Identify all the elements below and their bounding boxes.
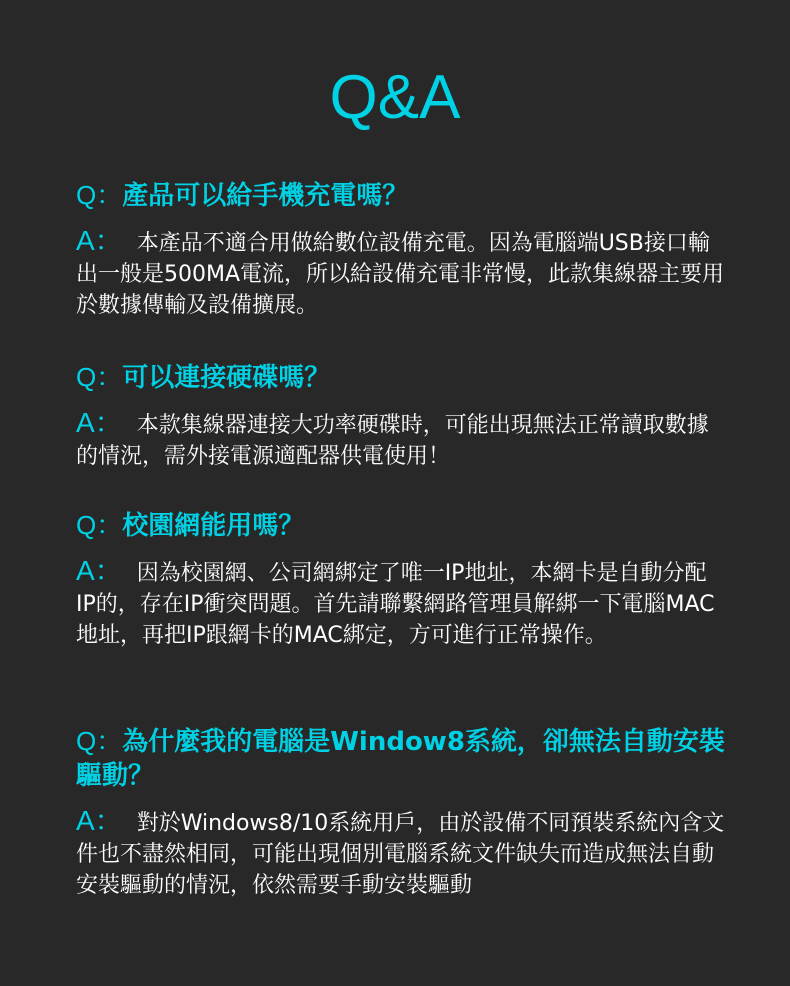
answer-1: [76, 225, 726, 321]
answer-text: 本產品不適合用做給數位設備充電。因為電腦端USB接口輸出一般是500MA電流，所以給設備充電非常慢，此款集線器主要用於數據傳輸及設備擴展。: [76, 231, 725, 318]
question-2: [76, 360, 726, 395]
qa-item-4: [76, 724, 726, 901]
question-marker: Q：: [76, 180, 123, 210]
question-marker: Q：: [76, 510, 123, 540]
answer-text: 對於Windows8/10系統用戶，由於設備不同預裝系統內含文件也不盡然相同，可能出現個別電腦系統文件缺失而造成無法自動安裝驅動的情況，依然需要手動安裝驅動: [76, 811, 725, 898]
answer-marker: A：: [76, 555, 123, 586]
answer-text: 因為校園網、公司網綁定了唯一IP地址，本網卡是自動分配IP的，存在IP衝突問題。首先請聯繫網路管理員解綁一下電腦MAC地址，再把IP跟網卡的MAC綁定，方可進行正常操作。: [76, 561, 715, 648]
answer-marker: A：: [76, 225, 123, 256]
qa-item-3: [76, 508, 726, 651]
answer-4: [76, 805, 726, 901]
question-text: 可以連接硬碟嗎？: [122, 363, 331, 393]
question-4: [76, 724, 726, 793]
answer-marker: A：: [76, 805, 123, 836]
answer-2: [76, 407, 726, 472]
question-3: [76, 508, 726, 543]
question-1: [76, 178, 726, 213]
qa-item-1: [76, 178, 726, 321]
question-text: 產品可以給手機充電嗎？: [122, 181, 409, 211]
question-marker: Q：: [76, 726, 123, 756]
answer-text: 本款集線器連接大功率硬碟時，可能出現無法正常讀取數據的情況，需外接電源適配器供電使用！: [76, 413, 709, 469]
question-text: 為什麼我的電腦是Window8系統，卻無法自動安裝驅動？: [76, 727, 725, 791]
answer-3: [76, 555, 726, 651]
question-text: 校園網能用嗎？: [122, 511, 305, 541]
page-title: Q&A: [329, 63, 461, 132]
qa-item-2: [76, 360, 726, 472]
answer-marker: A：: [76, 407, 123, 438]
question-marker: Q：: [76, 362, 123, 392]
